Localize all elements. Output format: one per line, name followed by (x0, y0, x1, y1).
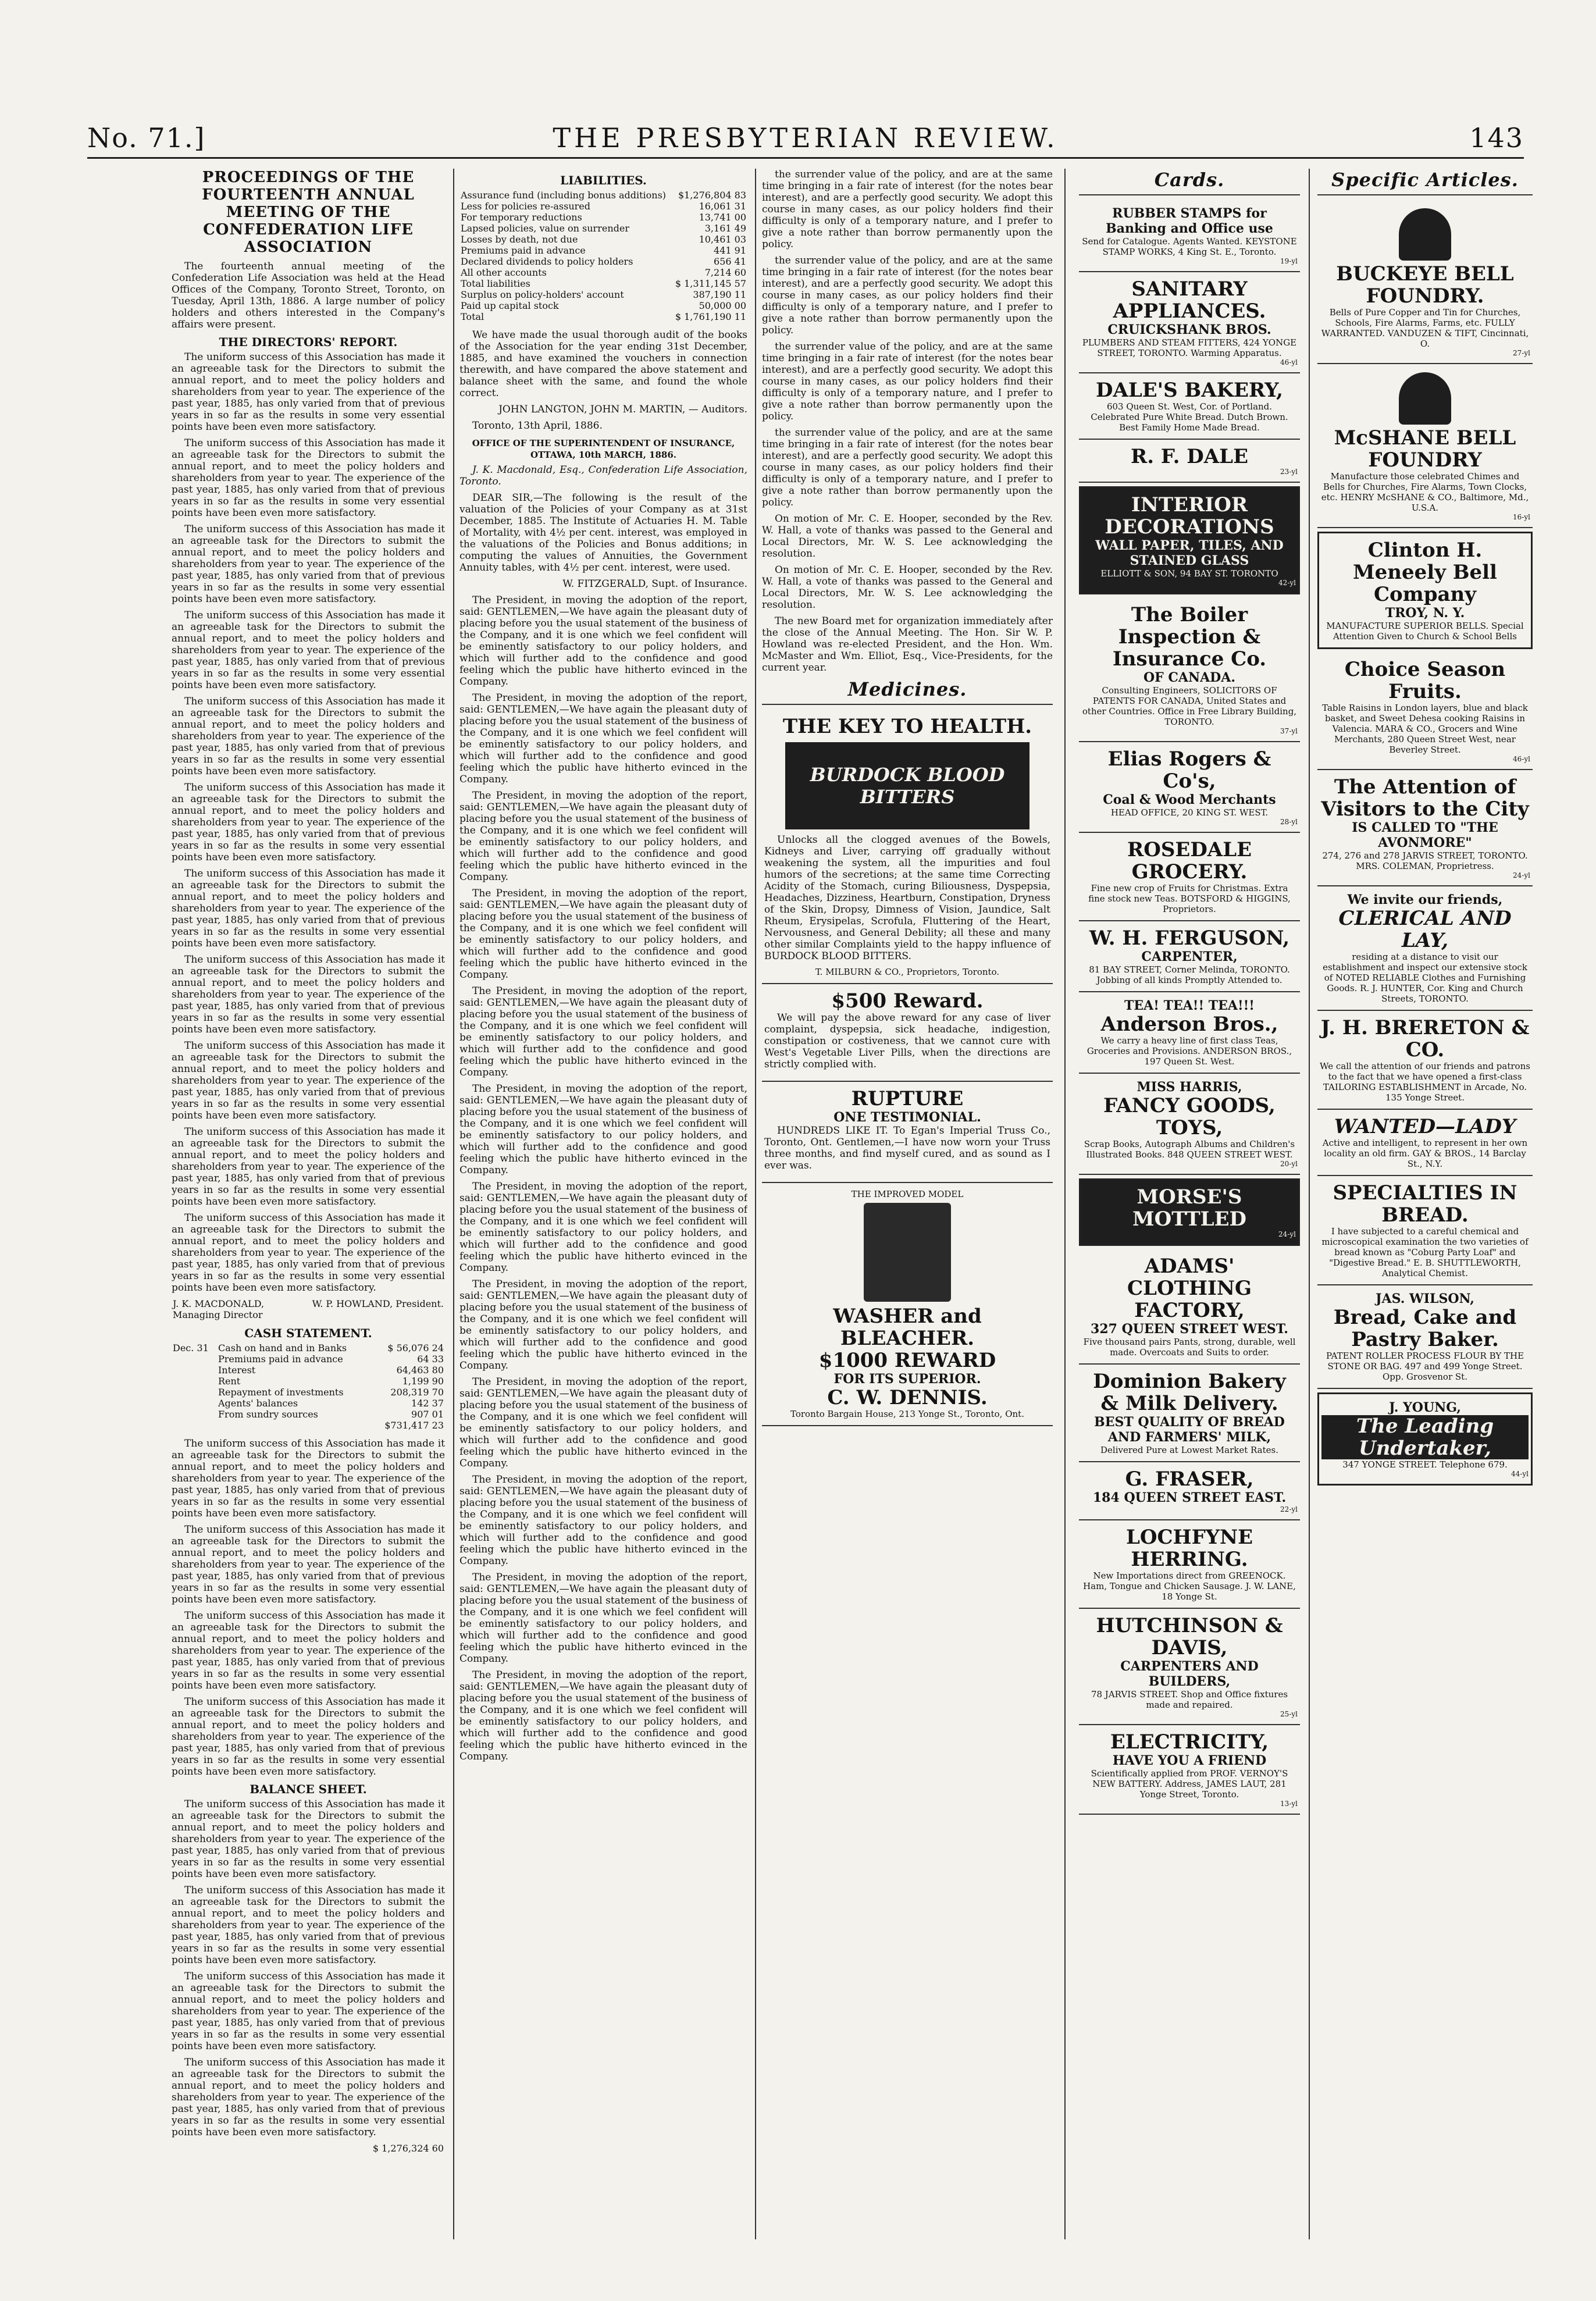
table-row: Declared dividends to policy holders 656 41 (461, 256, 746, 267)
table-row: Dec. 31 Cash on hand and in Banks $ 56,076 24 (173, 1342, 444, 1353)
reward-ad: $500 Reward. We will pay the above reward for any case of liver complaint, dyspepsia, sick headache, indigestion, constipation or costiveness, that we cannot cure with West's Vegetable Liver Pills, when the directions are strictly complied with. (762, 984, 1053, 1082)
report-text: The uniform success of this Association has made it an agreeable task for the Directors to submit the annual report, and to meet the policy holders and shareholders from year to year. The experience of the past year, 1885, has only varied from that of previous years in so far as the results in some very essential points have been even more satisfactory. (172, 610, 445, 691)
table-row: Rent 1,199 90 (218, 1376, 444, 1387)
hunter-ad: We invite our friends, CLERICAL AND LAY, residing at a distance to visit our establishment and inspect our extensive stock of NOTED RELIABLE Clothes and Furnishing Goods. R. J. HUNTER, Cor. King and Church Streets, TORONTO. (1317, 886, 1533, 1011)
key-icon: BURDOCK BLOOD BITTERS (785, 742, 1029, 829)
auditors-signature: JOHN LANGTON, JOHN M. MARTIN, — Auditors. (498, 404, 747, 415)
wanted-ad: WANTED—LADY Active and intelligent, to represent in her own locality an old firm. GAY & BROS., 14 Barclay St., N.Y. (1317, 1110, 1533, 1176)
table-row: Agents' balances 142 37 (218, 1398, 444, 1409)
superintendent-letter: DEAR SIR,—The following is the result of the valuation of the Policies of your Company as at 31st December, 1885. The Institute of Actuaries H. M. Table of Mortality, with 4½ per cent. interest, was employed in the valuations of the Policies and Bonus additions; in computing the values of Annuities, the Government Annuity tables, with 4½ per cent. interest, were used. (459, 492, 747, 574)
article-intro: The fourteenth annual meeting of the Confederation Life Association was held at the Head Offices of the Company, Toronto Street, Toronto, on Tuesday, April 13th, 1886. A large number of policy holders and others interested in the Company's affairs were present. (172, 261, 445, 330)
card-ad: HUTCHINSON & DAVIS, CARPENTERS AND BUILDERS, 78 JARVIS STREET. Shop and Office fixtures made and repaired. 25-yl (1079, 1609, 1300, 1725)
column-rule (1309, 169, 1310, 2239)
table-total: $731,417 23 (384, 1420, 444, 1431)
card-ad: TEA! TEA!! TEA!!! Anderson Bros., We carry a heavy line of first class Teas, Groceries and Provisions. ANDERSON BROS., 197 Queen St. West. (1079, 992, 1300, 1074)
table-row: Premiums paid in advance 64 33 (218, 1353, 444, 1365)
bread-specialties-ad: SPECIALTIES IN BREAD. I have subjected to a careful chemical and microscopical examination the two varieties of bread known as "Coburg Party Loaf" and "Digestive Bread." E. B. SHUTTLEWORTH, Analytical Chemist. (1317, 1176, 1533, 1285)
cash-statement-title: CASH STATEMENT. (244, 1326, 372, 1340)
motion-text: On motion of Mr. C. E. Hooper, seconded by the Rev. W. Hall, a vote of thanks was passed to the General and Local Directors, Mr. W. S. Lee acknowledging the resolution. (762, 513, 1053, 560)
report-text: The uniform success of this Association has made it an agreeable task for the Directors to submit the annual report, and to meet the policy holders and shareholders from year to year. The experience of the past year, 1885, has only varied from that of previous years in so far as the results in some very essential points have been even more satisfactory. (172, 523, 445, 605)
president-speech: The President, in moving the adoption of the report, said: GENTLEMEN,—We have again the pleasant duty of placing before you the usual statement of the business of the Company, and it is one which we feel confident will be eminently satisfactory to our policy holders, and which will further add to the confidence and good feeling which the public have hitherto evinced in the Company. (459, 1474, 747, 1567)
report-text: The uniform success of this Association has made it an agreeable task for the Directors to submit the annual report, and to meet the policy holders and shareholders from year to year. The experience of the past year, 1885, has only varied from that of previous years in so far as the results in some very essential points have been even more satisfactory. (172, 782, 445, 863)
bell-icon (1399, 372, 1451, 425)
key-to-health-ad: THE KEY TO HEALTH. BURDOCK BLOOD BITTERS Unlocks all the clogged avenues of the Bowels, Kidneys and Liver, carrying off gradually without weakening the system, all the impurities and foul humors of the secretions; at the same time Correcting Acidity of the Stomach, curing Biliousness, Dyspepsia, Headaches, Dizziness, Heartburn, Constipation, Dryness of the Skin, Dropsy, Dimness of Vision, Jaundice, Salt Rheum, Erysipelas, Scrofula, Fluttering of the Heart, Nervousness, and General Debility; all these and many other similar Complaints yield to the happy influence of BURDOCK BLOOD BITTERS. T. MILBURN & CO., Proprietors, Toronto. (762, 710, 1053, 984)
president-speech: The President, in moving the adoption of the report, said: GENTLEMEN,—We have again the pleasant duty of placing before you the usual statement of the business of the Company, and it is one which we feel confident will be eminently satisfactory to our policy holders, and which will further add to the confidence and good feeling which the public have hitherto evinced in the Company. (459, 790, 747, 883)
card-ad: G. FRASER, 184 QUEEN STREET EAST. 22-yl (1079, 1462, 1300, 1520)
card-ad: SANITARY APPLIANCES. CRUICKSHANK BROS. PLUMBERS AND STEAM FITTERS, 424 YONGE STREET, TORONTO. Warming Apparatus. 46-yl (1079, 272, 1300, 373)
report-text: The uniform success of this Association has made it an agreeable task for the Directors to submit the annual report, and to meet the policy holders and shareholders from year to year. The experience of the past year, 1885, has only varied from that of previous years in so far as the results in some very essential points have been even more satisfactory. (172, 1126, 445, 1208)
report-text: The uniform success of this Association has made it an agreeable task for the Directors to submit the annual report, and to meet the policy holders and shareholders from year to year. The experience of the past year, 1885, has only varied from that of previous years in so far as the results in some very essential points have been even more satisfactory. (172, 351, 445, 433)
table-row: Premiums paid in advance 441 91 (461, 245, 746, 256)
superintendent-addressee: J. K. Macdonald, Esq., Confederation Life Association, Toronto. (459, 464, 747, 487)
continued-text: the surrender value of the policy, and are at the same time bringing in a fair rate of interest (for the notes bear interest), and are a perfectly good security. We adopt this course in many cases, as our policy holders find their difficulty is only of a temporary nature, and I prefer to give a note rather than borrow permanently upon the policy. (762, 341, 1053, 422)
report-text: The uniform success of this Association has made it an agreeable task for the Directors to submit the annual report, and to meet the policy holders and shareholders from year to year. The experience of the past year, 1885, has only varied from that of previous years in so far as the results in some very essential points have been even more satisfactory. (172, 1696, 445, 1778)
column-cards (1079, 169, 1300, 2239)
report-text: The uniform success of this Association has made it an agreeable task for the Directors to submit the annual report, and to meet the policy holders and shareholders from year to year. The experience of the past year, 1885, has only varied from that of previous years in so far as the results in some very essential points have been even more satisfactory. (172, 1438, 445, 1519)
superintendent-office: OFFICE OF THE SUPERINTENDENT OF INSURANCE, OTTAWA, 10th MARCH, 1886. (472, 438, 735, 460)
card-ad: ROSEDALE GROCERY. Fine new crop of Fruits for Christmas. Extra fine stock new Teas. BOTSFORD & HIGGINS, Proprietors. (1079, 833, 1300, 921)
signature-managing-director: J. K. MACDONALD, Managing Director (173, 1298, 265, 1320)
table-row: Lapsed policies, value on surrender 3,161 49 (461, 223, 746, 234)
bell-icon (1399, 208, 1451, 261)
washer-ad: THE IMPROVED MODEL WASHER and BLEACHER. $1000 REWARD FOR ITS SUPERIOR. C. W. DENNIS. Toronto Bargain House, 213 Yonge St., Toronto, Ont. (762, 1183, 1053, 1426)
continued-text: the surrender value of the policy, and are at the same time bringing in a fair rate of interest (for the notes bear interest), and are a perfectly good security. We adopt this course in many cases, as our policy holders find their difficulty is only of a temporary nature, and I prefer to give a note rather than borrow permanently upon the policy. (762, 427, 1053, 508)
report-text: The uniform success of this Association has made it an agreeable task for the Directors to submit the annual report, and to meet the policy holders and shareholders from year to year. The experience of the past year, 1885, has only varied from that of previous years in so far as the results in some very essential points have been even more satisfactory. (172, 1971, 445, 2052)
president-speech: The President, in moving the adoption of the report, said: GENTLEMEN,—We have again the pleasant duty of placing before you the usual statement of the business of the Company, and it is one which we feel confident will be eminently satisfactory to our policy holders, and which will further add to the confidence and good feeling which the public have hitherto evinced in the Company. (459, 888, 747, 981)
meneely-ad: Clinton H. Meneely Bell Company TROY, N. Y. MANUFACTURE SUPERIOR BELLS. Special Attention Given to Church & School Bells (1317, 532, 1533, 649)
column-rule (1064, 169, 1066, 2239)
card-ad: ADAMS' CLOTHING FACTORY, 327 QUEEN STREET WEST. Five thousand pairs Pants, strong, durable, well made. Overcoats and Suits to order. (1079, 1249, 1300, 1365)
president-speech: The President, in moving the adoption of the report, said: GENTLEMEN,—We have again the pleasant duty of placing before you the usual statement of the business of the Company, and it is one which we feel confident will be eminently satisfactory to our policy holders, and which will further add to the confidence and good feeling which the public have hitherto evinced in the Company. (459, 692, 747, 785)
bell-foundry-ad: BUCKEYE BELL FOUNDRY. Bells of Pure Copper and Tin for Churches, Schools, Fire Alarms, Farms, etc. FULLY WARRANTED. VANDUZEN & TIFT, Cincinnati, O. 27-yl (1317, 200, 1533, 364)
report-text: The uniform success of this Association has made it an agreeable task for the Directors to submit the annual report, and to meet the policy holders and shareholders from year to year. The experience of the past year, 1885, has only varied from that of previous years in so far as the results in some very essential points have been even more satisfactory. (172, 868, 445, 949)
report-text: The uniform success of this Association has made it an agreeable task for the Directors to submit the annual report, and to meet the policy holders and shareholders from year to year. The experience of the past year, 1885, has only varied from that of previous years in so far as the results in some very essential points have been even more satisfactory. (172, 1885, 445, 1966)
report-text: The uniform success of this Association has made it an agreeable task for the Directors to submit the annual report, and to meet the policy holders and shareholders from year to year. The experience of the past year, 1885, has only varied from that of previous years in so far as the results in some very essential points have been even more satisfactory. (172, 954, 445, 1035)
president-speech: The President, in moving the adoption of the report, said: GENTLEMEN,—We have again the pleasant duty of placing before you the usual statement of the business of the Company, and it is one which we feel confident will be eminently satisfactory to our policy holders, and which will further add to the confidence and good feeling which the public have hitherto evinced in the Company. (459, 985, 747, 1078)
table-row: Less for policies re-assured 16,061 31 (461, 201, 746, 212)
balance-sheet-title: BALANCE SHEET. (250, 1782, 367, 1796)
cards-heading: Cards. (1079, 169, 1300, 195)
undertaker-ad: J. YOUNG, The Leading Undertaker, 347 YONGE STREET. Telephone 679. 44-yl (1317, 1392, 1533, 1486)
report-text: The uniform success of this Association has made it an agreeable task for the Directors to submit the annual report, and to meet the policy holders and shareholders from year to year. The experience of the past year, 1885, has only varied from that of previous years in so far as the results in some very essential points have been even more satisfactory. (172, 1610, 445, 1691)
page-number: 143 (1469, 122, 1524, 154)
card-ad: Elias Rogers & Co's, Coal & Wood Merchants HEAD OFFICE, 20 KING ST. WEST. 28-yl (1079, 742, 1300, 833)
report-text: The uniform success of this Association has made it an agreeable task for the Directors to submit the annual report, and to meet the policy holders and shareholders from year to year. The experience of the past year, 1885, has only varied from that of previous years in so far as the results in some very essential points have been even more satisfactory. (172, 1040, 445, 1121)
table-row: Losses by death, not due 10,461 03 (461, 234, 746, 245)
card-ad: W. H. FERGUSON, CARPENTER, 81 BAY STREET, Corner Melinda, TORONTO. Jobbing of all kinds Promptly Attended to. (1079, 921, 1300, 992)
masthead-title: THE PRESBYTERIAN REVIEW. (553, 122, 1059, 154)
column-specific-articles (1317, 169, 1533, 2239)
rupture-ad: RUPTURE ONE TESTIMONIAL. HUNDREDS LIKE IT. To Egan's Imperial Truss Co., Toronto, Ont. Gentlemen,—I have now worn your Truss three months, and find myself cured, and as sound as I ever was. (762, 1082, 1053, 1183)
table-row: Interest 64,463 80 (218, 1365, 444, 1376)
table-row: Total liabilities $ 1,311,145 57 (461, 278, 746, 289)
card-ad: RUBBER STAMPS for Banking and Office use Send for Catalogue. Agents Wanted. KEYSTONE STAMP WORKS, 4 King St. E., Toronto. 19-yl (1079, 200, 1300, 272)
card-ad: Dominion Bakery & Milk Delivery. BEST QUALITY OF BREAD AND FARMERS' MILK, Delivered Pure at Lowest Market Rates. (1079, 1365, 1300, 1462)
medicines-heading: Medicines. (762, 678, 1053, 705)
card-ad: MORSE'S MOTTLED 24-yl (1079, 1178, 1300, 1246)
table-row: Total $ 1,761,190 11 (461, 311, 746, 322)
president-speech: The President, in moving the adoption of the report, said: GENTLEMEN,—We have again the pleasant duty of placing before you the usual statement of the business of the Company, and it is one which we feel confident will be eminently satisfactory to our policy holders, and which will further add to the confidence and good feeling which the public have hitherto evinced in the Company. (459, 1278, 747, 1372)
card-ad: The Boiler Inspection & Insurance Co. OF CANADA. Consulting Engineers, SOLICITORS OF PATENTS FOR CANADA, United States and other Countries. Office in Free Library Building, TORONTO. 37-yl (1079, 598, 1300, 742)
president-speech: The President, in moving the adoption of the report, said: GENTLEMEN,—We have again the pleasant duty of placing before you the usual statement of the business of the Company, and it is one which we feel confident will be eminently satisfactory to our policy holders, and which will further add to the confidence and good feeling which the public have hitherto evinced in the Company. (459, 1181, 747, 1274)
column-medicines (762, 169, 1053, 2239)
bell-foundry-ad: McSHANE BELL FOUNDRY Manufacture those celebrated Chimes and Bells for Churches, Fire Alarms, Town Clocks, etc. HENRY McSHANE & CO., Baltimore, Md., U.S.A. 16-yl (1317, 364, 1533, 528)
signature-president: W. P. HOWLAND, President. (312, 1298, 444, 1309)
card-ad: DALE'S BAKERY, 603 Queen St. West, Cor. of Portland. Celebrated Pure White Bread. Dutch Brown. Best Family Home Made Bread. (1079, 373, 1300, 440)
card-ad: R. F. DALE 23-yl (1079, 440, 1300, 483)
report-title: THE DIRECTORS' REPORT. (219, 335, 398, 349)
washer-illustration-icon (864, 1203, 951, 1302)
wilson-baker-ad: JAS. WILSON, Bread, Cake and Pastry Baker. PATENT ROLLER PROCESS FLOUR BY THE STONE OR BAG. 497 and 499 Yonge Street. Opp. Grosvenor St. (1317, 1285, 1533, 1389)
table-row: Surplus on policy-holders' account 387,190 11 (461, 289, 746, 300)
column-rule (453, 169, 454, 2239)
receipts-table (172, 1342, 445, 1431)
liabilities-title: LIABILITIES. (560, 173, 647, 187)
president-speech: The President, in moving the adoption of the report, said: GENTLEMEN,—We have again the pleasant duty of placing before you the usual statement of the business of the Company, and it is one which we feel confident will be eminently satisfactory to our policy holders, and which will further add to the confidence and good feeling which the public have hitherto evinced in the Company. (459, 1572, 747, 1665)
signatures (172, 1298, 445, 1320)
card-ad: INTERIOR DECORATIONS WALL PAPER, TILES, AND STAINED GLASS ELLIOTT & SON, 94 BAY ST. TORONTO 42-yl (1079, 486, 1300, 594)
brereton-ad: J. H. BRERETON & CO. We call the attention of our friends and patrons to the fact that we have opened a first-class TAILORING ESTABLISHMENT in Arcade, No. 135 Yonge Street. (1317, 1011, 1533, 1110)
president-speech: The President, in moving the adoption of the report, said: GENTLEMEN,—We have again the pleasant duty of placing before you the usual statement of the business of the Company, and it is one which we feel confident will be eminently satisfactory to our policy holders, and which will further add to the confidence and good feeling which the public have hitherto evinced in the Company. (459, 1083, 747, 1176)
continued-text: the surrender value of the policy, and are at the same time bringing in a fair rate of interest (for the notes bear interest), and are a perfectly good security. We adopt this course in many cases, as our policy holders find their difficulty is only of a temporary nature, and I prefer to give a note rather than borrow permanently upon the policy. (762, 255, 1053, 336)
column-liabilities (459, 169, 747, 2239)
report-text: The uniform success of this Association has made it an agreeable task for the Directors to submit the annual report, and to meet the policy holders and shareholders from year to year. The experience of the past year, 1885, has only varied from that of previous years in so far as the results in some very essential points have been even more satisfactory. (172, 1212, 445, 1294)
balance-total: $ 1,276,324 60 (372, 2143, 444, 2154)
closing-text: The new Board met for organization immediately after the close of the Annual Meeting. The Hon. Sir W. P. Howland was re-elected President, and the Hon. Wm. McMaster and Wm. Elliot, Esq., Vice-Presidents, for the current year. (762, 615, 1053, 674)
auditors-place: Toronto, 13th April, 1886. (472, 420, 603, 432)
page-header (87, 116, 1524, 159)
report-text: The uniform success of this Association has made it an agreeable task for the Directors to submit the annual report, and to meet the policy holders and shareholders from year to year. The experience of the past year, 1885, has only varied from that of previous years in so far as the results in some very essential points have been even more satisfactory. (172, 1524, 445, 1605)
card-ad: LOCHFYNE HERRING. New Importations direct from GREENOCK. Ham, Tongue and Chicken Sausage. J. W. LANE, 18 Yonge St. (1079, 1520, 1300, 1609)
card-ad: MISS HARRIS, FANCY GOODS, TOYS, Scrap Books, Autograph Albums and Children's Illustrated Books. 848 QUEEN STREET WEST. 20-yl (1079, 1074, 1300, 1175)
specific-articles-heading: Specific Articles. (1317, 169, 1533, 195)
motion-text: On motion of Mr. C. E. Hooper, seconded by the Rev. W. Hall, a vote of thanks was passed to the General and Local Directors, Mr. W. S. Lee acknowledging the resolution. (762, 564, 1053, 611)
president-speech: The President, in moving the adoption of the report, said: GENTLEMEN,—We have again the pleasant duty of placing before you the usual statement of the business of the Company, and it is one which we feel confident will be eminently satisfactory to our policy holders, and which will further add to the confidence and good feeling which the public have hitherto evinced in the Company. (459, 1376, 747, 1469)
report-text: The uniform success of this Association has made it an agreeable task for the Directors to submit the annual report, and to meet the policy holders and shareholders from year to year. The experience of the past year, 1885, has only varied from that of previous years in so far as the results in some very essential points have been even more satisfactory. (172, 1798, 445, 1880)
table-row: From sundry sources 907 01 (218, 1409, 444, 1420)
table-row: All other accounts 7,214 60 (461, 267, 746, 278)
table-row: Repayment of investments 208,319 70 (218, 1387, 444, 1398)
issue-number: No. 71.] (87, 122, 206, 154)
report-text: The uniform success of this Association has made it an agreeable task for the Directors to submit the annual report, and to meet the policy holders and shareholders from year to year. The experience of the past year, 1885, has only varied from that of previous years in so far as the results in some very essential points have been even more satisfactory. (172, 2057, 445, 2138)
table-row: Assurance fund (including bonus additions) $1,276,804 83 (461, 190, 746, 201)
fruits-ad: Choice Season Fruits. Table Raisins in London layers, blue and black basket, and Sweet Dehesa cooking Raisins in Valencia. MARA & CO., Grocers and Wine Merchants, 280 Queen Street West, near Beverley Street. 46-yl (1317, 653, 1533, 770)
card-ad: ELECTRICITY, HAVE YOU A FRIEND Scientifically applied from PROF. VERNOY'S NEW BATTERY. Address, JAMES LAUT, 281 Yonge Street, Toronto. 13-yl (1079, 1725, 1300, 1815)
report-text: The uniform success of this Association has made it an agreeable task for the Directors to submit the annual report, and to meet the policy holders and shareholders from year to year. The experience of the past year, 1885, has only varied from that of previous years in so far as the results in some very essential points have been even more satisfactory. (172, 696, 445, 777)
superintendent-signature: W. FITZGERALD, Supt. of Insurance. (562, 578, 747, 590)
president-speech: The President, in moving the adoption of the report, said: GENTLEMEN,—We have again the pleasant duty of placing before you the usual statement of the business of the Company, and it is one which we feel confident will be eminently satisfactory to our policy holders, and which will further add to the confidence and good feeling which the public have hitherto evinced in the Company. (459, 1669, 747, 1762)
president-speech: The President, in moving the adoption of the report, said: GENTLEMEN,—We have again the pleasant duty of placing before you the usual statement of the business of the Company, and it is one which we feel confident will be eminently satisfactory to our policy holders, and which will further add to the confidence and good feeling which the public have hitherto evinced in the Company. (459, 594, 747, 688)
continued-text: the surrender value of the policy, and are at the same time bringing in a fair rate of interest (for the notes bear interest), and are a perfectly good security. We adopt this course in many cases, as our policy holders find their difficulty is only of a temporary nature, and I prefer to give a note rather than borrow permanently upon the policy. (762, 169, 1053, 250)
avonmore-ad: The Attention of Visitors to the City IS CALLED TO "THE AVONMORE" 274, 276 and 278 JARVIS STREET, TORONTO. MRS. COLEMAN, Proprietress. 24-yl (1317, 770, 1533, 886)
column-annual-meeting (172, 169, 445, 2239)
column-rule (755, 169, 756, 2239)
auditors-text: We have made the usual thorough audit of the books of the Association for the year ending 31st December, 1885, and have examined the vouchers in connection therewith, and have compared the above statement and balance sheet with the same, and found the whole correct. (459, 329, 747, 399)
article-heading: PROCEEDINGS OF THE FOURTEENTH ANNUAL MEETING OF THE CONFEDERATION LIFE ASSOCIATION (202, 169, 415, 256)
table-row: Paid up capital stock 50,000 00 (461, 300, 746, 311)
liabilities-table (459, 190, 747, 322)
table-row: For temporary reductions 13,741 00 (461, 212, 746, 223)
report-text: The uniform success of this Association has made it an agreeable task for the Directors to submit the annual report, and to meet the policy holders and shareholders from year to year. The experience of the past year, 1885, has only varied from that of previous years in so far as the results in some very essential points have been even more satisfactory. (172, 437, 445, 519)
